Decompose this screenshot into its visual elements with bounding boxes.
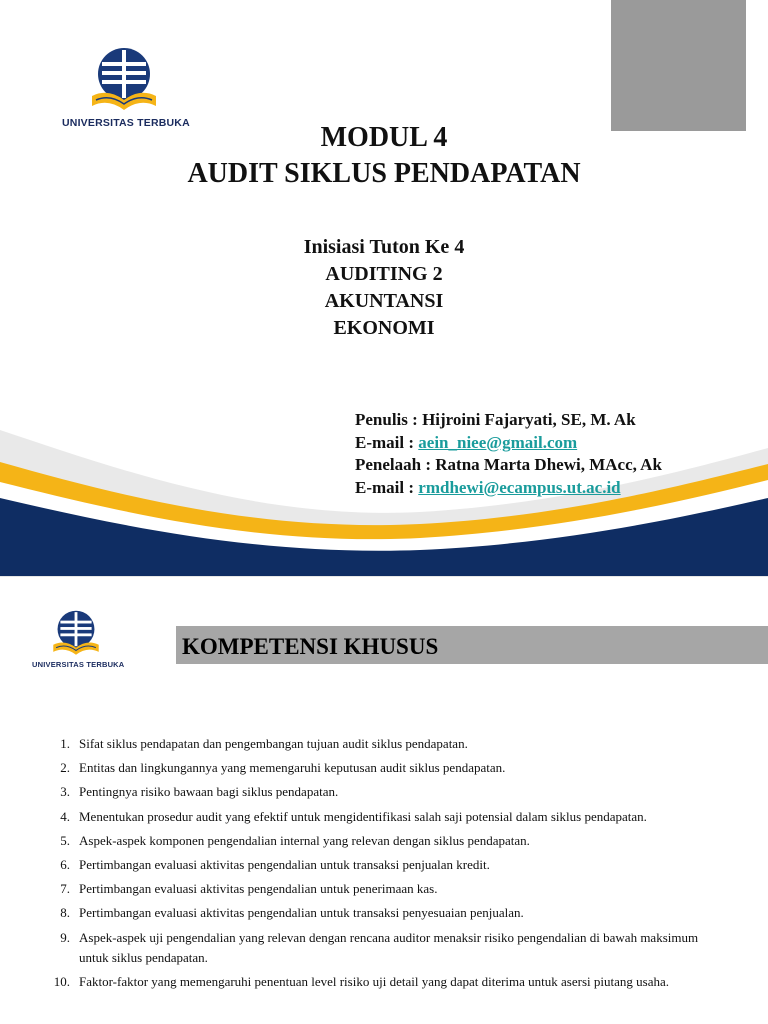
subtitle-line-4: EKONOMI [333,317,435,339]
list-item-number: 5. [60,832,70,848]
slide-subtitle [0,234,768,342]
competency-slide [0,577,768,1024]
list-item [46,807,706,827]
logo-label: UNIVERSITAS TERBUKA [62,117,190,129]
reviewer-email-line [355,477,662,500]
reviewer-name: Ratna Marta Dhewi, MAcc, Ak [435,455,662,474]
list-item-number: 3. [60,784,70,800]
reviewer-email-link[interactable]: rmdhewi@ecampus.ut.ac.id [418,477,621,497]
list-item-text: Sifat siklus pendapatan dan pengembangan tujuan audit siklus pendapatan. [79,736,468,751]
email-label: E-mail : [355,477,419,497]
universitas-terbuka-emblem-icon [62,40,186,116]
email-label: E-mail : [355,432,419,452]
list-item-text: Pentingnya risiko bawaan bagi siklus pendapatan. [79,784,339,800]
list-item-text: Pertimbangan evaluasi aktivitas pengendalian untuk penerimaan kas. [79,881,438,897]
list-item-number: 2. [60,760,70,776]
decorative-gray-box [611,0,746,131]
title-line-2: AUDIT SIKLUS PENDAPATAN [187,158,581,189]
list-item-text: Pertimbangan evaluasi aktivitas pengendalian untuk transaksi penjualan kredit. [79,856,490,872]
list-item-number: 10. [53,973,70,989]
reviewer-line [355,454,662,477]
competency-list [46,734,706,996]
subtitle-line-1: Inisiasi Tuton Ke 4 [303,236,465,258]
subtitle-line-2: AUDITING 2 [325,263,443,285]
university-logo [32,604,125,670]
university-logo [62,40,190,132]
credits-block [355,409,662,499]
list-item [46,758,706,778]
list-item-number: 8. [60,905,70,921]
heading-bar [176,626,768,664]
reviewer-label: Penelaah : [355,455,436,474]
list-item [46,928,706,968]
list-item-number: 7. [60,881,70,897]
list-item-text: Entitas dan lingkungannya yang memengaruhi keputusan audit siklus pendapatan. [79,760,506,776]
list-item-number: 4. [60,808,70,824]
author-email-link[interactable]: aein_niee@gmail.com [418,432,578,452]
author-line [355,409,662,432]
list-item-text: Pertimbangan evaluasi aktivitas pengendalian untuk transaksi penyesuaian penjualan. [79,905,524,921]
author-label: Penulis : [355,410,423,429]
list-item [46,879,706,899]
subtitle-line-3: AKUNTANSI [324,290,444,312]
list-item-text: Aspek-aspek komponen pengendalian internal yang relevan dengan siklus pendapatan. [79,832,530,848]
logo-label: UNIVERSITAS TERBUKA [32,660,125,669]
list-item [46,831,706,851]
list-item [46,782,706,802]
list-item-number: 9. [60,929,70,945]
list-item-text: Faktor-faktor yang memengaruhi penentuan level risiko uji detail yang dapat diterima untuk asersi piutang usaha. [79,973,669,989]
list-item-text: Aspek-aspek uji pengendalian yang relevan dengan rencana auditor menaksir risiko pengendalian di bawah maksimum untuk siklus pendapatan. [79,929,699,965]
author-email-line [355,432,662,455]
slide-heading: KOMPETENSI KHUSUS [182,634,439,659]
list-item [46,903,706,923]
list-item [46,855,706,875]
list-item-number: 6. [60,856,70,872]
author-name: Hijroini Fajaryati, SE, M. Ak [422,410,636,429]
title-line-1: MODUL 4 [320,122,448,153]
list-item [46,734,706,754]
list-item-number: 1. [60,736,70,751]
universitas-terbuka-emblem-icon [32,604,120,660]
list-item-text: Menentukan prosedur audit yang efektif untuk mengidentifikasi salah saji potensial dalam siklus pendapatan. [79,808,647,824]
list-item [46,972,706,992]
slide-title [0,120,768,192]
